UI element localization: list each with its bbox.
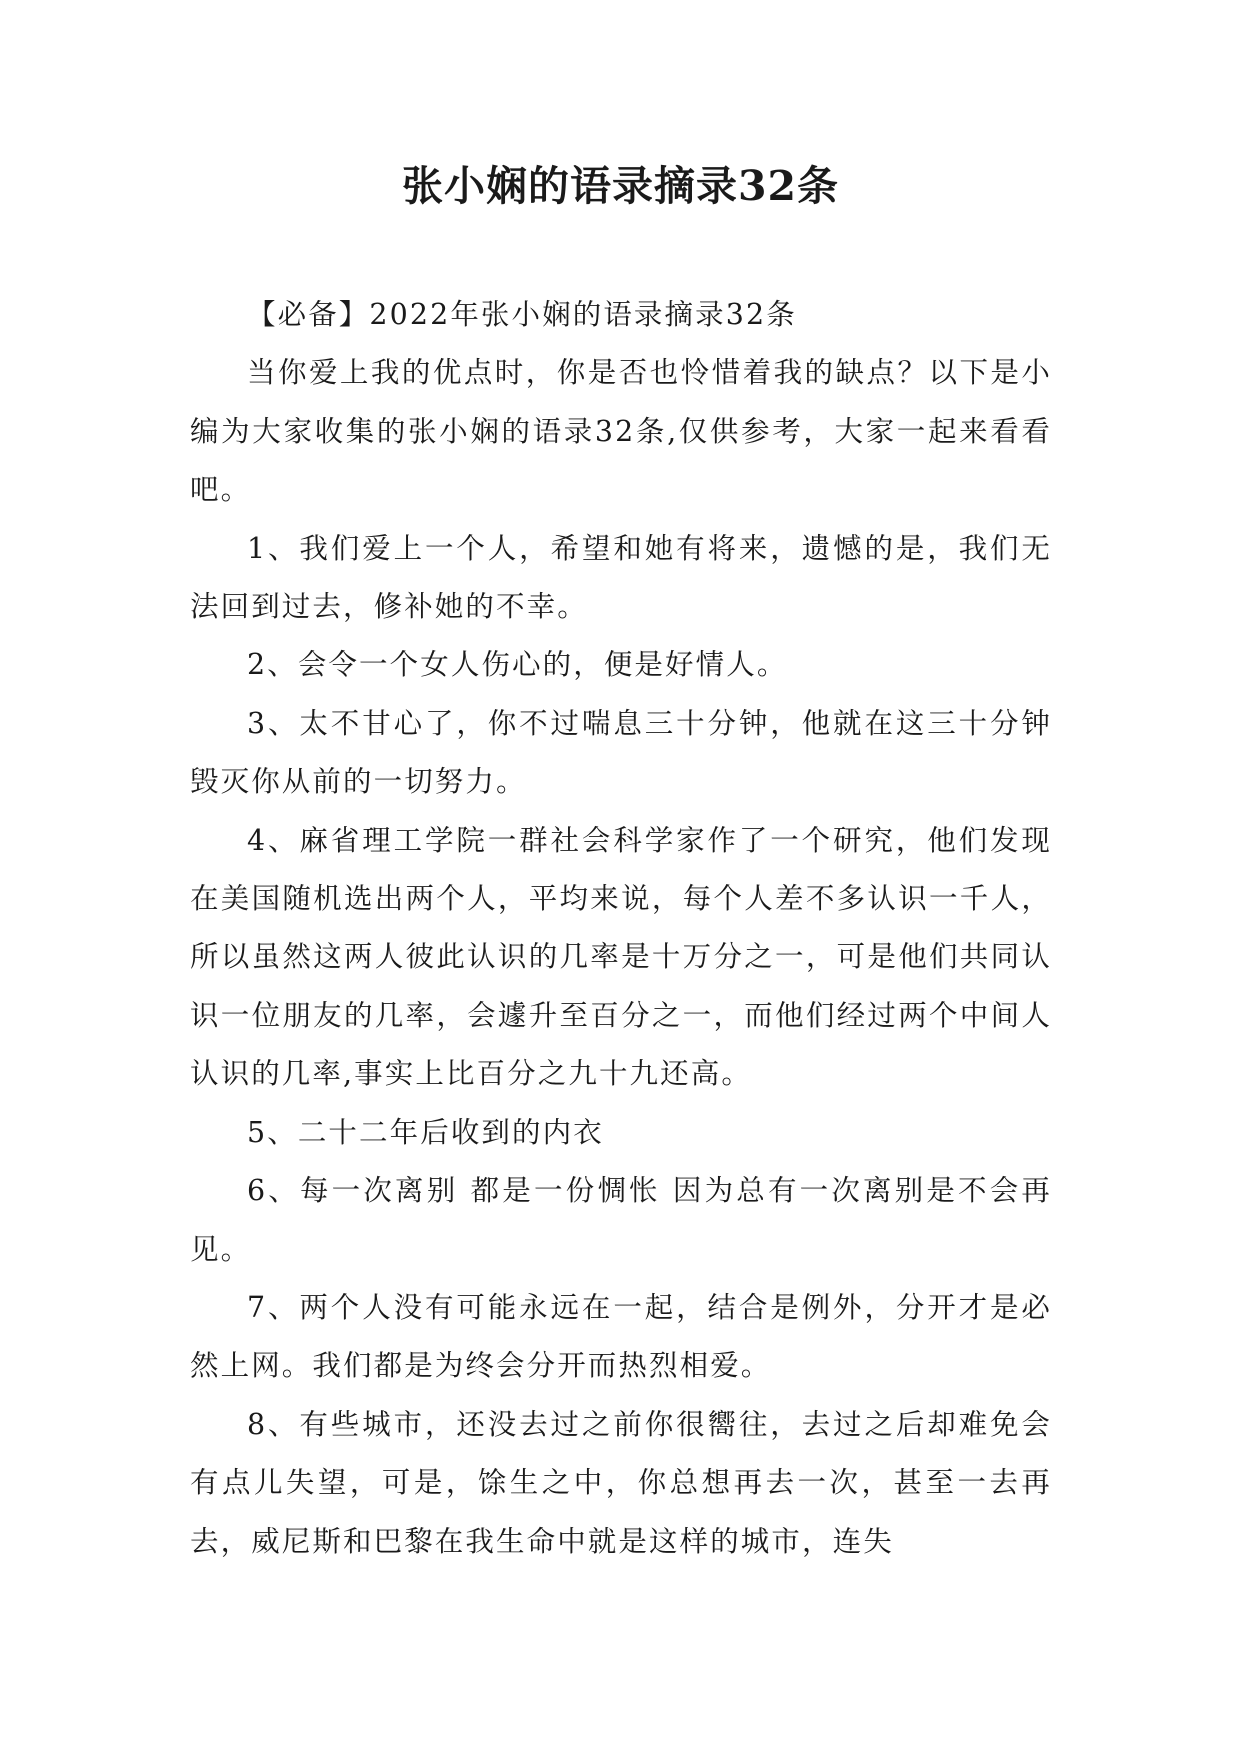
paragraph-quote-5: 5、二十二年后收到的内衣 bbox=[247, 1115, 604, 1149]
paragraph-intro: 当你爱上我的优点时，你是否也怜惜着我的缺点？以下是小编为大家收集的张小娴的语录32条,仅供参考，大家一起来看看吧。 bbox=[190, 356, 1052, 507]
paragraph-quote-4: 4、麻省理工学院一群社会科学家作了一个研究，他们发现在美国随机选出两个人，平均来说，每个人差不多认识一千人，所以虽然这两人彼此认识的几率是十万分之一，可是他们共同认识一位朋友的几率，会遽升至百分之一，而他们经过两个中间人认识的几率,事实上比百分之九十九还高。 bbox=[190, 823, 1052, 1091]
document-body bbox=[190, 286, 1052, 1571]
paragraph-quote-1: 1、我们爱上一个人，希望和她有将来，遗憾的是，我们无法回到过去，修补她的不幸。 bbox=[190, 531, 1052, 624]
paragraph-quote-8: 8、有些城市，还没去过之前你很嚮往，去过之后却难免会有点儿失望，可是，馀生之中，你总想再去一次，甚至一去再去，威尼斯和巴黎在我生命中就是这样的城市，连失 bbox=[190, 1407, 1052, 1558]
paragraph-quote-3: 3、太不甘心了，你不过喘息三十分钟，他就在这三十分钟毁灭你从前的一切努力。 bbox=[190, 706, 1052, 799]
paragraph-quote-2: 2、会令一个女人伤心的，便是好情人。 bbox=[247, 648, 788, 682]
paragraph-quote-6: 6、每一次离别 都是一份惆怅 因为总有一次离别是不会再见。 bbox=[190, 1174, 1052, 1266]
document-title: 张小娴的语录摘录32条 bbox=[401, 162, 840, 210]
paragraph-quote-7: 7、两个人没有可能永远在一起，结合是例外，分开才是必然上网。我们都是为终会分开而热烈相爱。 bbox=[190, 1290, 1052, 1383]
paragraph-heading: 【必备】2022年张小娴的语录摘录32条 bbox=[247, 298, 797, 331]
